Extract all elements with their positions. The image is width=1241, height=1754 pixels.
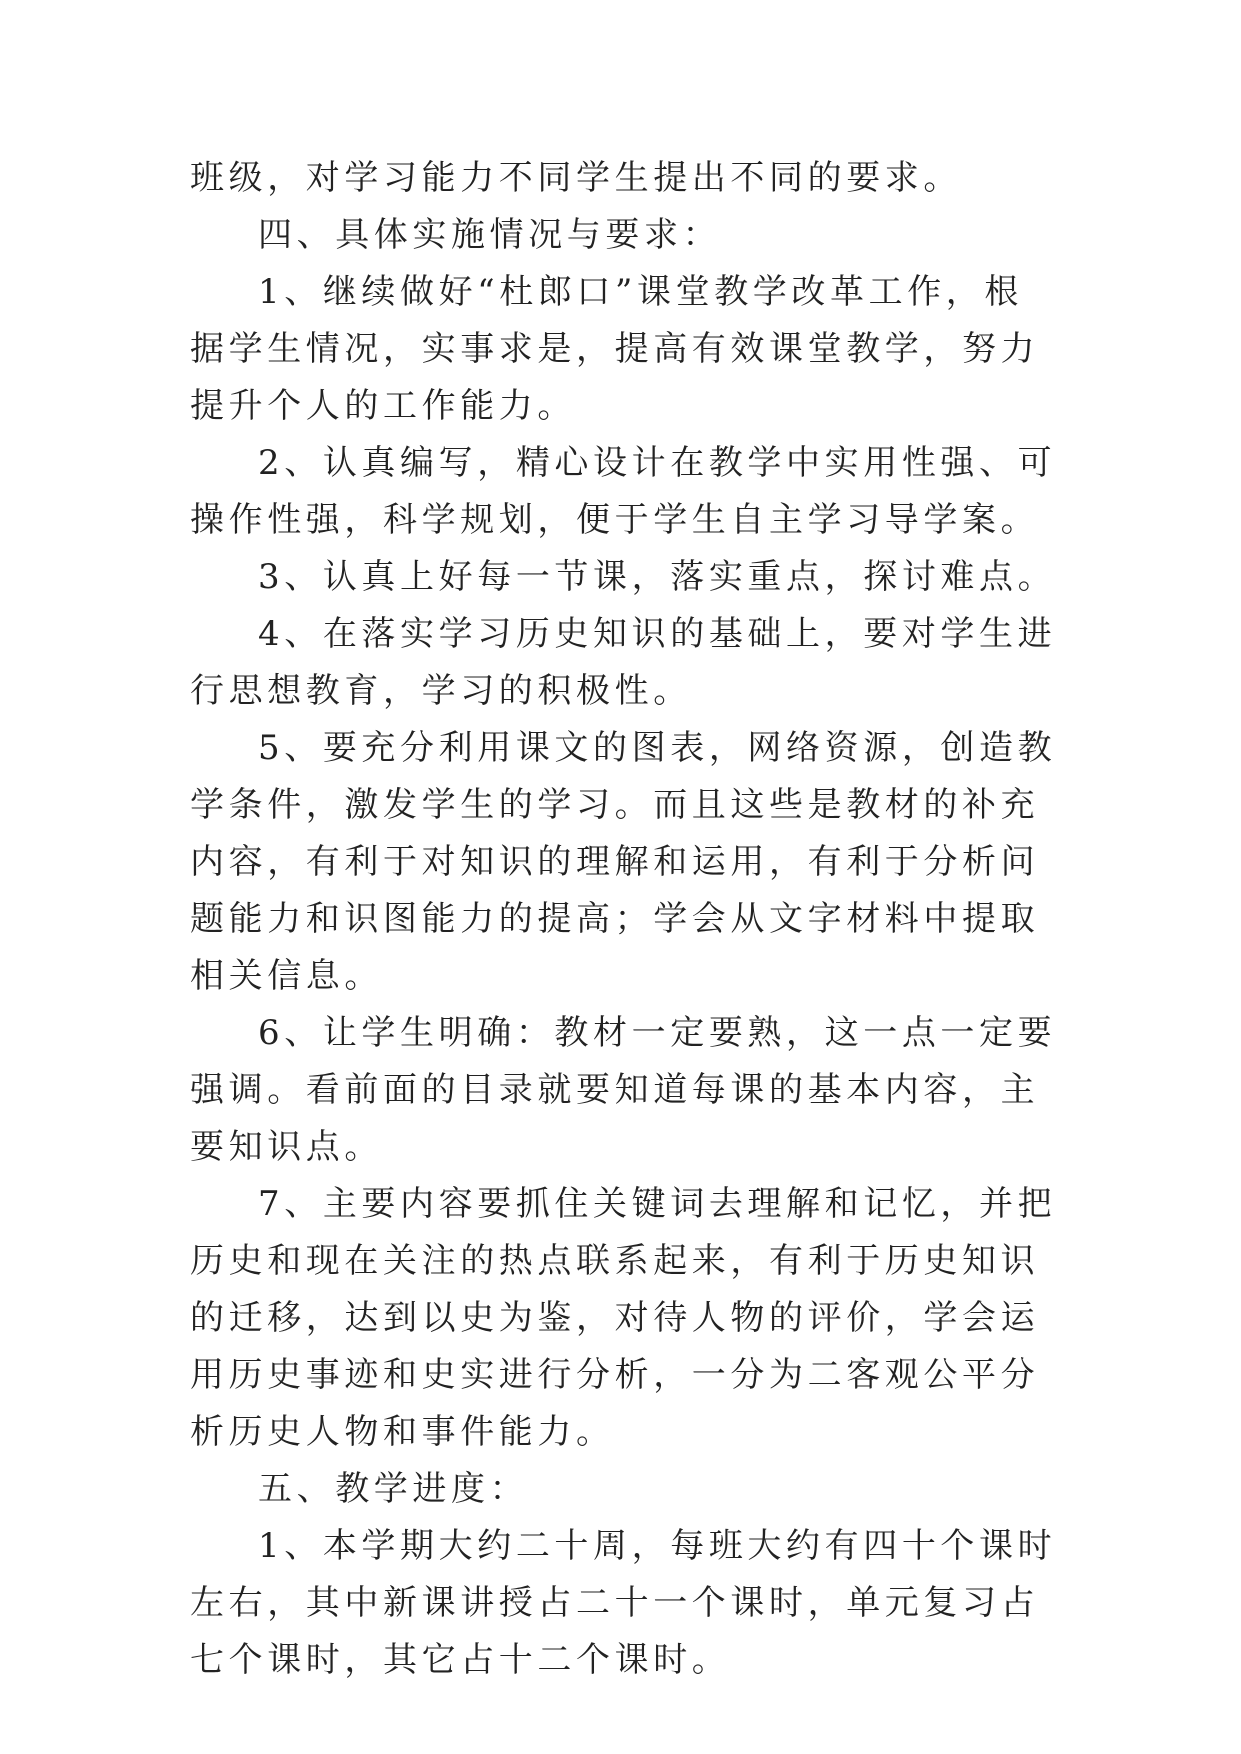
paragraph-progress-item-1: 1、本学期大约二十周，每班大约有四十个课时左右，其中新课讲授占二十一个课时，单元复习占七个课时，其它占十二个课时。 [190,1526,1057,1680]
paragraph-item-4: 4、在落实学习历史知识的基础上，要对学生进行思想教育，学习的积极性。 [190,614,1057,711]
paragraph-item-1: 1、继续做好“杜郎口”课堂教学改革工作，根据学生情况，实事求是，提高有效课堂教学，努力提升个人的工作能力。 [190,272,1040,426]
section-heading-implementation: 四、具体实施情况与要求： [258,215,722,255]
document-body [190,150,1060,1689]
section-heading-progress: 五、教学进度： [258,1469,529,1509]
paragraph-item-5: 5、要充分利用课文的图表，网络资源，创造教学条件，激发学生的学习。而且这些是教材的补充内容，有利于对知识的理解和运用，有利于分析问题能力和识图能力的提高；学会从文字材料中提取相关信息。 [190,728,1057,996]
paragraph-item-3: 3、认真上好每一节课，落实重点，探讨难点。 [258,557,1057,597]
paragraph-item-7: 7、主要内容要抓住关键词去理解和记忆，并把历史和现在关注的热点联系起来，有利于历史知识的迁移，达到以史为鉴，对待人物的评价，学会运用历史事迹和史实进行分析，一分为二客观公平分析历史人物和事件能力。 [190,1184,1057,1452]
paragraph-continuation: 班级，对学习能力不同学生提出不同的要求。 [190,158,962,198]
paragraph-item-6: 6、让学生明确：教材一定要熟，这一点一定要强调。看前面的目录就要知道每课的基本内容，主要知识点。 [190,1013,1057,1167]
paragraph-item-2: 2、认真编写，精心设计在教学中实用性强、可操作性强，科学规划，便于学生自主学习导学案。 [190,443,1057,540]
